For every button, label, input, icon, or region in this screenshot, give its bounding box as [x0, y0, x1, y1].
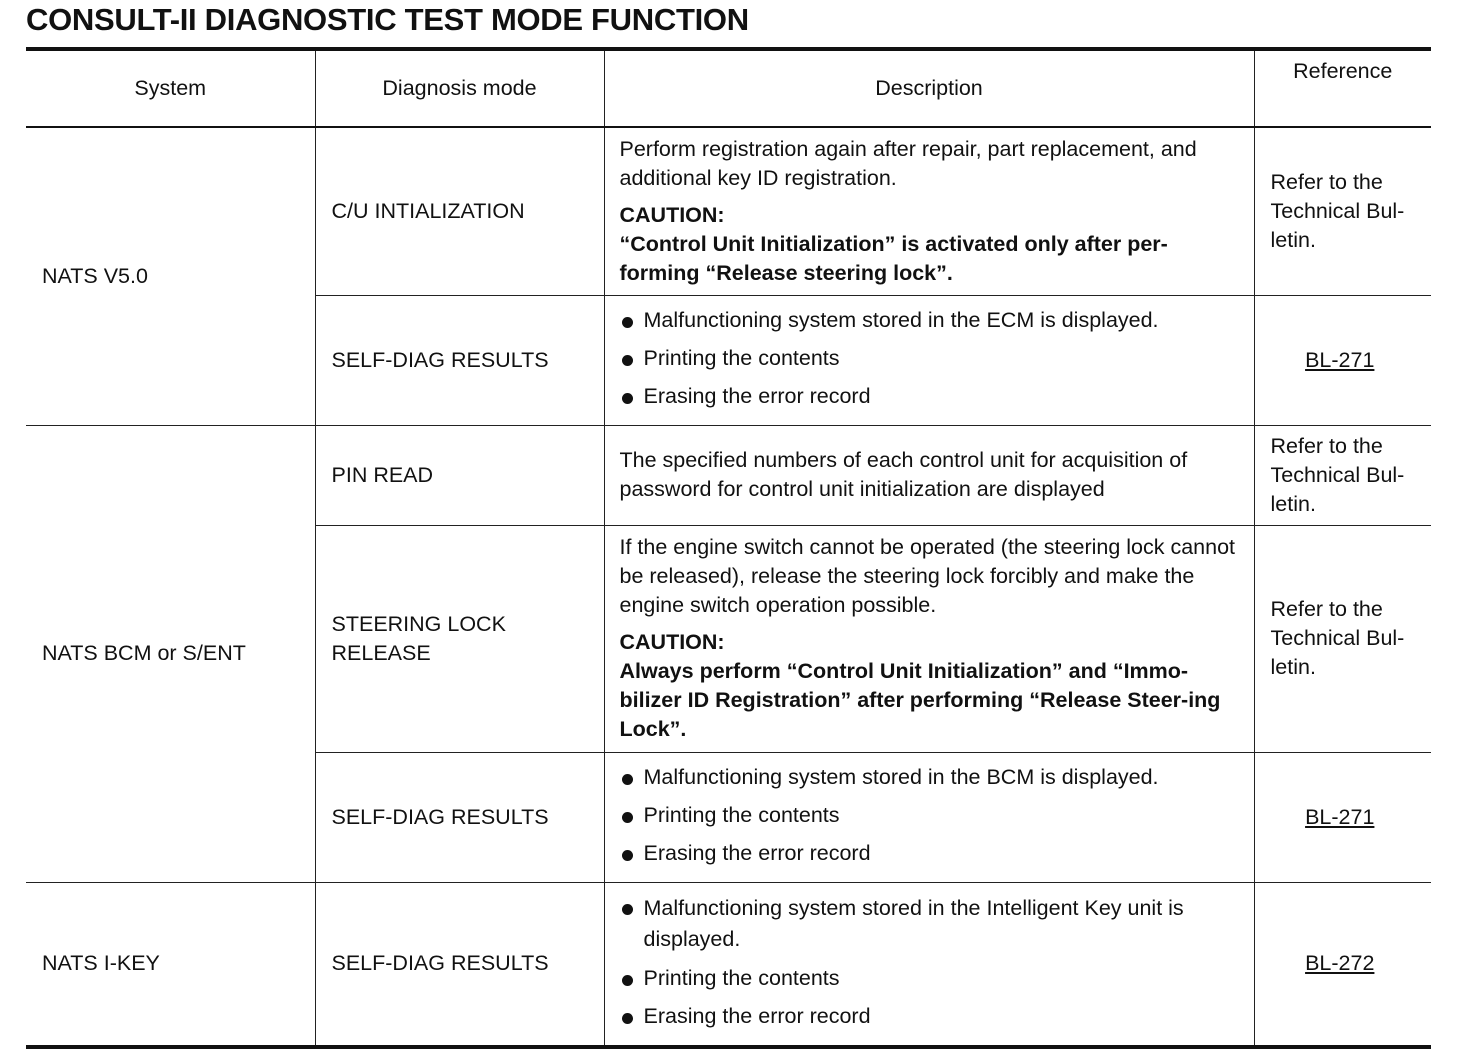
caution-text: “Control Unit Initialization” is activated only after per-forming “Release steering lock”. [619, 231, 1168, 285]
list-item: Printing the contents [620, 344, 1244, 373]
list-item: Erasing the error record [620, 1002, 1244, 1031]
table-row [26, 127, 1431, 295]
list-item: Malfunctioning system stored in the BCM is displayed. [620, 763, 1244, 792]
description-cell [604, 882, 1254, 1047]
header-reference: Reference [1254, 49, 1431, 127]
bullet-list [620, 763, 1244, 868]
list-item: Malfunctioning system stored in the Intelligent Key unit is displayed. [620, 893, 1244, 955]
list-item: Malfunctioning system stored in the ECM is displayed. [620, 306, 1244, 335]
reference-link[interactable]: BL-272 [1305, 951, 1375, 975]
table-row [26, 882, 1431, 1047]
description-cell [604, 295, 1254, 425]
mode-cell: PIN READ [315, 425, 604, 525]
list-item: Erasing the error record [620, 382, 1244, 411]
caution-label: CAUTION: [619, 630, 725, 654]
list-item: Printing the contents [620, 801, 1244, 830]
header-diagnosis-mode: Diagnosis mode [315, 49, 604, 127]
description-text: Perform registration again after repair, part replacement, and additional key ID registration. [619, 136, 1197, 190]
table-header-row [26, 49, 1431, 127]
caution-label: CAUTION: [619, 202, 725, 227]
mode-cell: C/U INTIALIZATION [315, 127, 604, 295]
mode-cell: SELF-DIAG RESULTS [315, 752, 604, 882]
mode-cell: SELF-DIAG RESULTS [315, 295, 604, 425]
description-text: If the engine switch cannot be operated (the steering lock cannot be released), release the steering lock forcibly and make the engine switch operation possible. [619, 535, 1236, 617]
bullet-list [620, 893, 1244, 1031]
reference-cell [1254, 882, 1431, 1047]
reference-cell: Refer to the Technical Bul-letin. [1254, 525, 1431, 752]
header-description: Description [604, 49, 1254, 127]
header-system: System [26, 49, 315, 127]
diagnostic-test-mode-table [26, 47, 1431, 1049]
mode-cell: STEERING LOCK RELEASE [315, 525, 604, 752]
mode-cell: SELF-DIAG RESULTS [315, 882, 604, 1047]
description-cell [604, 752, 1254, 882]
list-item: Printing the contents [620, 964, 1244, 993]
bullet-list [620, 306, 1244, 411]
reference-cell [1254, 295, 1431, 425]
list-item: Erasing the error record [620, 839, 1244, 868]
reference-link[interactable]: BL-271 [1305, 804, 1375, 829]
table-row [26, 425, 1431, 525]
reference-link[interactable]: BL-271 [1305, 347, 1375, 372]
system-cell: NATS BCM or S/ENT [26, 425, 315, 882]
system-cell: NATS V5.0 [26, 127, 315, 425]
reference-cell: Refer to the Technical Bul-letin. [1254, 425, 1431, 525]
description-cell [604, 425, 1254, 525]
description-cell [604, 127, 1254, 295]
reference-cell: Refer to the Technical Bul-letin. [1254, 127, 1431, 295]
description-cell [604, 525, 1254, 752]
reference-cell [1254, 752, 1431, 882]
description-text: The specified numbers of each control unit for acquisition of password for control unit initialization are displayed [619, 448, 1188, 501]
system-cell: NATS I-KEY [26, 882, 315, 1047]
caution-text: Always perform “Control Unit Initialization” and “Immo-bilizer ID Registration” after performing “Release Steer-ing Lock”. [619, 659, 1221, 741]
page-title: CONSULT-II DIAGNOSTIC TEST MODE FUNCTION [26, 2, 749, 37]
